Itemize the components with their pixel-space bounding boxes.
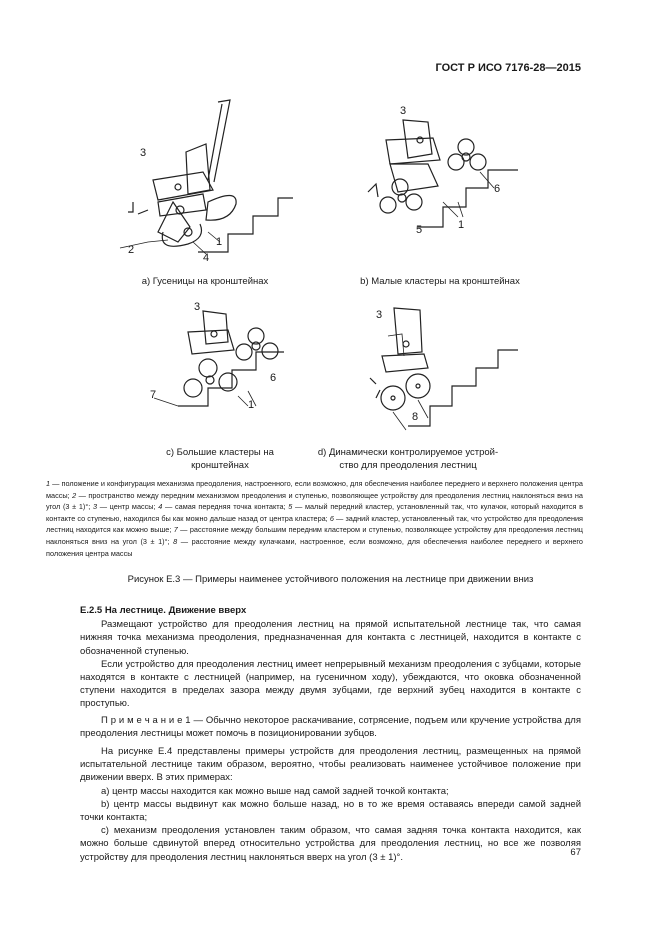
paragraph-1: Размещают устройство для преодоления лестниц на прямой испытательной лестнице так, что самая нижняя точка механизма преодоления, предназначенная для контакта с лестницей, находится в контакте с обозначенной ступенью. (80, 619, 581, 657)
figure-a-label-3: 3 (140, 147, 147, 159)
document-header: ГОСТ Р ИСО 7176-28—2015 (435, 62, 581, 74)
figure-b-label-3: 3 (400, 105, 407, 117)
figure-b-label-6: 6 (494, 183, 501, 195)
figure-c-label-1: 1 (248, 399, 255, 411)
figure-legend: 1 — положение и конфигурация механизма преодоления, настроенного, если возможно, для обеспечения наиболее переднего и верхнего положения центра массы; 2 — пространство между передним механизмом преодоления и ступенью, позволяющее устройству для преодоления лестниц наклоняться вниз на угол (3 ± 1)°; 3 — центр массы; 4 — самая передняя точка контакта; 5 — малый передний кластер, установленный так, что кулачок, который находится в контакте со ступенью, находился бы как можно дальше назад от центра кластера; 6 — задний кластер, установленный так, что устройство для преодоления лестниц находится как можно выше; 7 — расстояние между большим передним кластером и ступенью, позволяющее устройству для преодоления лестниц наклоняться вниз на угол (3 ± 1)°; 8 — расстояние между кулачками, настроенное, если возможно, для обеспечения наиболее переднего и верхнего положения центра массы (46, 479, 584, 558)
figure-c-caption (140, 446, 300, 472)
figure-d-label-3: 3 (376, 309, 383, 321)
figure-c-label-3: 3 (194, 301, 201, 313)
list-item-b: b) центр массы выдвинут как можно больше назад, но в то же время оставаясь впереди самой задней точки контакта; (80, 798, 581, 824)
figure-c-label-6: 6 (270, 372, 277, 384)
note-text: — Обычно некоторое раскачивание, сотрясение, подъем или кручение устройства для преодоления лестницы может помочь в позиционировании зубцов. (80, 714, 581, 739)
page-number: 67 (570, 847, 581, 858)
figure-c-caption-line2: кронштейнах (191, 460, 249, 471)
section-body (80, 604, 581, 864)
paragraph-2: Если устройство для преодоления лестниц имеет непрерывный механизм преодоления с зубцами, которые находятся в контакте с лестницей (например, на гусеничном ходу), убеждаются, что оковка обозначенной ступени находится в пределах зазора между двумя зубцами, где верхний зубец находится в контакте с проступью. (80, 658, 581, 710)
paragraph-3: На рисунке Е.4 представлены примеры устройств для преодоления лестниц, размещенных на прямой испытательной лестнице таким образом, вероятно, чтобы реализовать наименее устойчивое положение при движении вверх. В этих примерах: (80, 746, 581, 784)
list-item-a: a) центр массы находится как можно выше над самой задней точкой контакта; (101, 785, 449, 797)
figure-d-label-8: 8 (412, 411, 419, 423)
figure-d-caption-line2: ство для преодоления лестниц (339, 460, 477, 471)
figure-b-drawing (348, 92, 523, 242)
figure-c-drawing (148, 296, 288, 416)
figure-a-caption: a) Гусеницы на кронштейнах (141, 276, 269, 287)
figure-d-caption-line1: d) Динамически контролируемое устрой- (317, 447, 499, 458)
note-label: П р и м е ч а н и е 1 (101, 714, 191, 726)
figure-caption: Рисунок Е.3 — Примеры наименее устойчивого положения на лестнице при движении вниз (127, 574, 534, 585)
figure-a-label-4: 4 (203, 252, 210, 264)
figure-d-caption (308, 446, 508, 472)
figure-b-label-1: 1 (458, 219, 465, 231)
figure-b-caption: b) Малые кластеры на кронштейнах (360, 276, 520, 287)
section-heading: Е.2.5 На лестнице. Движение вверх (80, 605, 247, 616)
note-1 (80, 714, 581, 740)
list-item-c: c) механизм преодоления установлен таким образом, что самая задняя точка контакта находится, как можно больше сдвинутой вперед относительно устройства для преодоления лестниц, но все же позволяя устройству для преодоления лестниц наклоняться вверх на угол (3 ± 1)°. (80, 825, 581, 863)
figure-c-label-7: 7 (150, 389, 157, 401)
figure-c-caption-line1: с) Большие кластеры на (166, 447, 274, 458)
figure-a-label-1: 1 (216, 236, 223, 248)
figure-a-label-2: 2 (128, 244, 135, 256)
figure-a-drawing (118, 92, 293, 267)
figure-d-drawing (368, 296, 518, 436)
figure-b-label-5: 5 (416, 224, 423, 236)
